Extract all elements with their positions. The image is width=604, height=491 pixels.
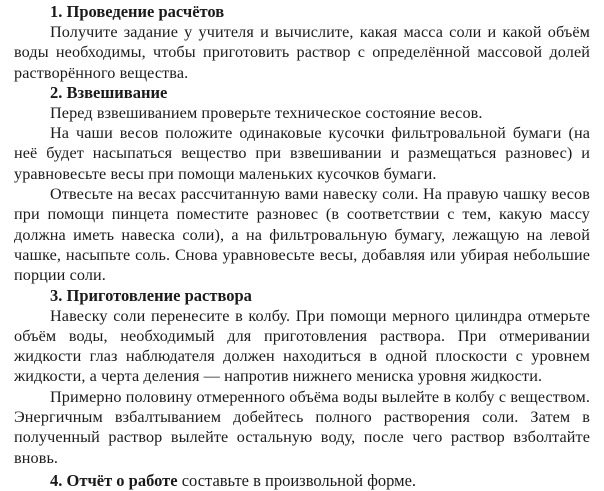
section-heading: 1. Проведение расчётов (50, 2, 225, 21)
section-solution-preparation (14, 286, 590, 468)
section-heading: 3. Приготовление раствора (50, 285, 252, 305)
paragraph: Примерно половину отмеренного объёма воды вылейте в колбу с веществом. Энергичным взбалтыванием добейтесь полного растворения соли. Затем в полученный раствор вылейте остальную воду, после чего раствор взболтайте вновь. (14, 387, 590, 467)
paragraph: На чаши весов положите одинаковые кусочки фильтровальной бумаги (на неё будет насыпаться вещество при взвешивании и размещаться разновес) и уравновесьте весы при помощи маленьких кусочков бумаги. (14, 124, 590, 183)
paragraph: Перед взвешиванием проверьте техническое состояние весов. (50, 103, 483, 122)
report-line (14, 470, 590, 491)
report-heading: 4. Отчёт о работе (50, 470, 178, 490)
paragraph: Навеску соли перенесите в колбу. При помощи мерного цилиндра отмерьте объём воды, необходимый для приготовления раствора. При отмеривании жидкости глаз наблюдателя должен находиться в одной плоскости с уровнем жидкости, а черта деления — напротив нижнего мениска уровня жидкости. (14, 306, 590, 386)
report-text: составьте в произвольной форме. (177, 470, 417, 490)
section-heading: 2. Взвешивание (50, 82, 168, 102)
paragraph: Отвесьте на весах рассчитанную вами навеску соли. На правую чашку весов при помощи пинцета поместите разновес (в соответствии с тем, какую массу должна иметь навеска соли), а на фильтровальную бумагу, лежащую на левой чашке, насыпьте соль. Снова уравновесьте весы, добавляя или убирая небольшие порции соли. (14, 185, 590, 285)
paragraph: Получите задание у учителя и вычислите, какая масса соли и какой объём воды необходимы, чтобы приготовить раствор с определённой массовой долей растворённого вещества. (14, 23, 590, 82)
section-weighing (14, 83, 590, 286)
section-calculations (14, 2, 590, 83)
